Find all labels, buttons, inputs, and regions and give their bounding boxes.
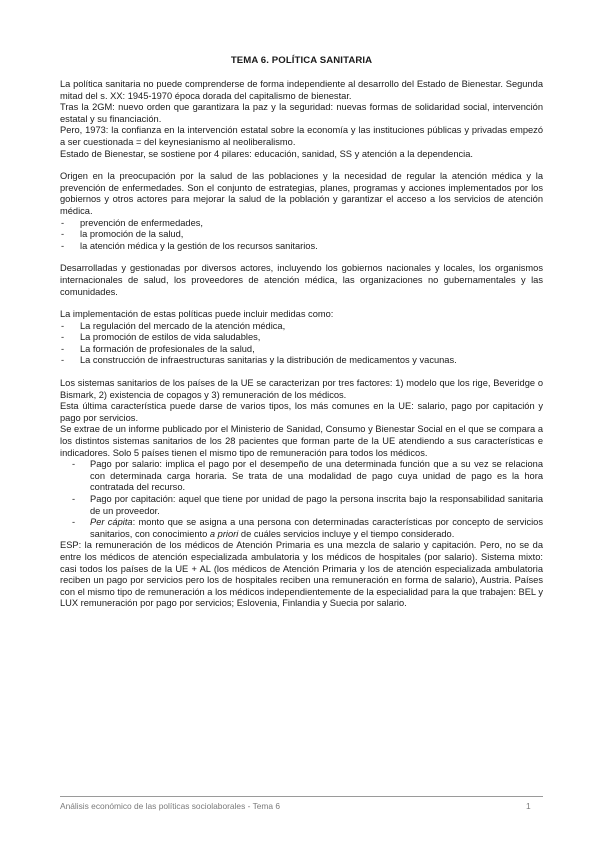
document-body: [60, 79, 543, 610]
esp-paragraph: ESP: la remuneración de los médicos de Atención Primaria es una mezcla de salario y capitación. Pero, no se da entre los médicos de atención especializada ambulatoria y los médicos de hospitales (por salario). Sistema mixto: casi todos los países de la UE + AL (los médicos de Atención Primaria y los de atención especializada ambulatoria reciben un pago por servicios pero los de hospitales reciben una remuneración en forma de salario), Austria. Países con el mismo tipo de remuneración a los médicos independientemente de la especialidad para la que trabajen: BEL y LUX remuneración por pago por servicios; Eslovenia, Finlandia y Suecia por salario.: [60, 540, 543, 609]
list-item: - La construcción de infraestructuras sanitarias y la distribución de medicamentos y vacunas.: [60, 355, 543, 367]
payment-per-capita-item: [60, 517, 543, 540]
spacer: [60, 298, 543, 309]
page-number: 1: [526, 801, 531, 811]
intro-paragraph-1: La política sanitaria no puede comprenderse de forma independiente al desarrollo del Estado de Bienestar. Segunda mitad del s. XX: 1945-1970 época dorada del capitalismo de bienestar.: [60, 79, 543, 101]
per-capita-term: Per cápita: [90, 517, 133, 528]
payment-salary-item: - Pago por salario: implica el pago por el desempeño de una determinada función que a su vez se relaciona con determinada carga horaria. Se trata de una modalidad de pago cuya unidad de pago es la hora contratada del recurso.: [60, 459, 543, 494]
payment-types-list: [60, 459, 543, 540]
intro-paragraph-2: Tras la 2GM: nuevo orden que garantizara la paz y la seguridad: nuevas formas de solidaridad social, intervención estatal y su financiación.: [60, 102, 543, 124]
footer-text: Análisis económico de las políticas sociolaborales - Tema 6: [60, 801, 281, 811]
footer-divider: [60, 796, 543, 797]
spacer: [60, 252, 543, 263]
per-capita-text-b: de cuáles servicios incluye y el tiempo considerado.: [238, 528, 455, 539]
list-item: - prevención de enfermedades,: [60, 218, 543, 230]
document-title: TEMA 6. POLÍTICA SANITARIA: [230, 55, 373, 66]
measures-intro: La implementación de estas políticas puede incluir medidas como:: [60, 309, 334, 320]
list-item: - la atención médica y la gestión de los recursos sanitarios.: [60, 241, 543, 253]
spacer: [60, 160, 543, 171]
intro-paragraph-3: Pero, 1973: la confianza en la intervención estatal sobre la economía y las instituciones públicas y privadas empezó a ser cuestionada = del keynesianismo al neoliberalismo.: [60, 125, 543, 147]
systems-paragraph-2: Esta última característica puede darse de varios tipos, los más comunes en la UE: salario, pago por capitación y pago por servicios.: [60, 401, 543, 423]
origin-paragraph: Origen en la preocupación por la salud de las poblaciones y la necesidad de regular la atención médica y la prevención de enfermedades. Son el conjunto de estrategias, planes, programas y acciones implementados por los gobiernos y otros actores para mejorar la salud de la población y garantizar el acceso a los servicios de atención médica.: [60, 171, 543, 216]
list-item: - La regulación del mercado de la atención médica,: [60, 321, 543, 333]
intro-paragraph-4: Estado de Bienestar, se sostiene por 4 pilares: educación, sanidad, SS y atención a la dependencia.: [60, 148, 473, 159]
list-item: - la promoción de la salud,: [60, 229, 543, 241]
payment-capitation-item: - Pago por capitación: aquel que tiene por unidad de pago la persona inscrita bajo la responsabilidad sanitaria de un proveedor.: [60, 494, 543, 517]
actors-paragraph: Desarrolladas y gestionadas por diversos actores, incluyendo los gobiernos nacionales y locales, los organismos internacionales de salud, los proveedores de atención médica, las organizaciones no gubernamentales y las comunidades.: [60, 263, 543, 297]
spacer: [60, 367, 543, 378]
list-item: - La formación de profesionales de la salud,: [60, 344, 543, 356]
list-item: - La promoción de estilos de vida saludables,: [60, 332, 543, 344]
systems-paragraph-1: Los sistemas sanitarios de los países de la UE se caracterizan por tres factores: 1) modelo que los rige, Beveridge o Bismark, 2) existencia de copagos y 3) remuneración de los médicos.: [60, 378, 543, 400]
measures-list: [60, 321, 543, 367]
per-capita-text-a: : monto que se asigna a una persona con determinadas características por concepto de servicios sanitarios, con conocimiento: [90, 517, 544, 539]
a-priori-term: a priori: [209, 528, 239, 539]
origin-list: [60, 218, 543, 253]
systems-paragraph-3: Se extrae de un informe publicado por el Ministerio de Sanidad, Consumo y Bienestar Social en el que se compara a los distintos sistemas sanitarios de los 28 pacientes que forman parte de la UE atendiendo a sus características e indicadores. Solo 5 países tienen el mismo tipo de remuneración para todos los médicos.: [60, 424, 543, 458]
